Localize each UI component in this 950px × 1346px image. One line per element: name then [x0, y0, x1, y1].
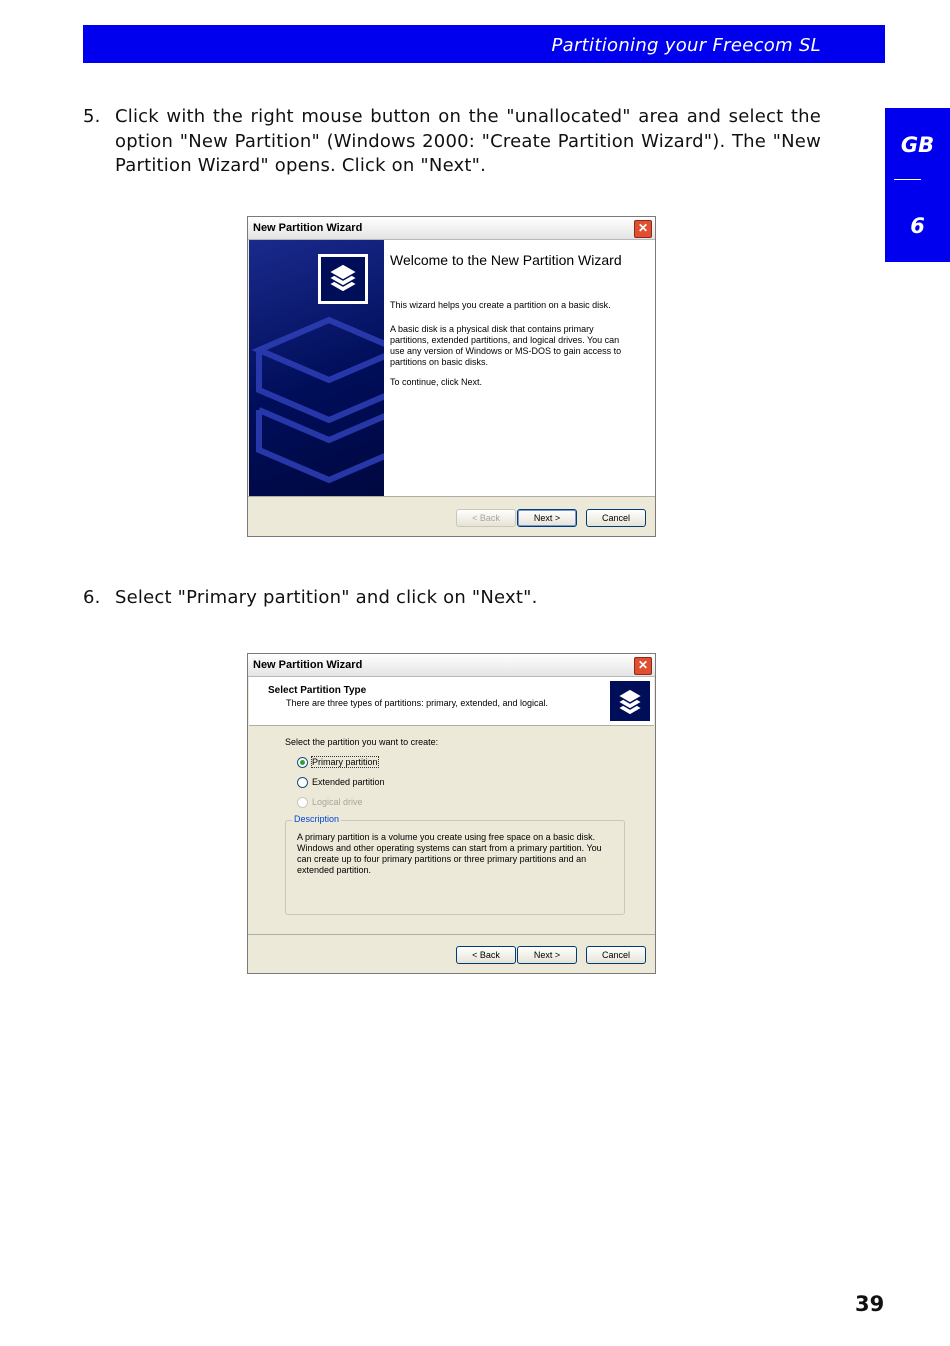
description-legend: Description [294, 814, 340, 824]
radio-label: Extended partition [312, 777, 385, 787]
partition-prompt: Select the partition you want to create: [285, 737, 439, 747]
radio-extended-partition[interactable] [297, 777, 385, 788]
disk-stack-icon [610, 681, 650, 721]
side-tab-divider [894, 179, 921, 180]
radio-unselected-icon[interactable] [297, 777, 308, 788]
dialog-titlebar[interactable] [248, 217, 655, 240]
step-number: 5. [83, 106, 101, 127]
dialog-titlebar[interactable] [248, 654, 655, 677]
page-number: 39 [855, 1292, 885, 1316]
welcome-paragraph-2: A basic disk is a physical disk that contains primary partitions, extended partitions, and logical drives. You can use any version of Windows or MS-DOS to gain access to partitions on basic disks. [390, 324, 622, 367]
chapter-side-tab [885, 108, 950, 262]
step-text: Select "Primary partition" and click on "Next". [115, 587, 538, 608]
radio-disabled-icon [297, 797, 308, 808]
radio-logical-drive [297, 797, 363, 808]
wizard-welcome-dialog [247, 216, 656, 537]
page-heading: Select Partition Type [268, 685, 367, 696]
radio-label: Primary partition [312, 757, 378, 767]
welcome-paragraph-1: This wizard helps you create a partition on a basic disk. [390, 300, 611, 310]
cancel-button[interactable]: Cancel [586, 946, 646, 964]
dialog-title: New Partition Wizard [253, 659, 363, 671]
description-groupbox [285, 814, 625, 915]
description-text: A primary partition is a volume you create using free space on a basic disk. Windows and other operating systems can start from a primary partition. You can create up to four primary partitions or three primary partitions and an extended partition. [297, 832, 602, 875]
back-button[interactable]: < Back [456, 509, 516, 527]
wizard-page-header [249, 677, 654, 726]
welcome-heading: Welcome to the New Partition Wizard [390, 252, 622, 268]
page-header-bar [83, 25, 885, 63]
chapter-number: 6 [910, 214, 925, 238]
page-subheading: There are three types of partitions: primary, extended, and logical. [286, 698, 548, 708]
step-text: Click with the right mouse button on the "unallocated" area and select the option "New Partition" (Windows 2000: "Create Partition Wizard"). The "New Partition Wizard" opens. Click on "Next". [115, 106, 821, 176]
step-5 [83, 105, 821, 179]
close-icon[interactable]: ✕ [634, 657, 652, 675]
close-icon[interactable]: ✕ [634, 220, 652, 238]
welcome-paragraph-3: To continue, click Next. [390, 377, 483, 387]
wizard-welcome-body [384, 240, 655, 496]
wizard-select-type-dialog [247, 653, 656, 974]
next-button[interactable]: Next > [517, 946, 577, 964]
page-header-title: Partitioning your Freecom SL [551, 35, 821, 56]
button-row-separator [248, 934, 655, 935]
radio-selected-icon[interactable] [297, 757, 308, 768]
radio-label: Logical drive [312, 797, 363, 807]
step-number: 6. [83, 587, 101, 608]
radio-primary-partition[interactable] [297, 757, 378, 768]
cancel-button[interactable]: Cancel [586, 509, 646, 527]
next-button[interactable]: Next > [517, 509, 577, 527]
wizard-side-banner [249, 240, 384, 496]
stacked-disks-watermark [249, 240, 384, 496]
language-code: GB [900, 133, 935, 157]
step-6 [83, 586, 821, 611]
button-row-separator [248, 496, 655, 497]
back-button[interactable]: < Back [456, 946, 516, 964]
dialog-title: New Partition Wizard [253, 222, 363, 234]
